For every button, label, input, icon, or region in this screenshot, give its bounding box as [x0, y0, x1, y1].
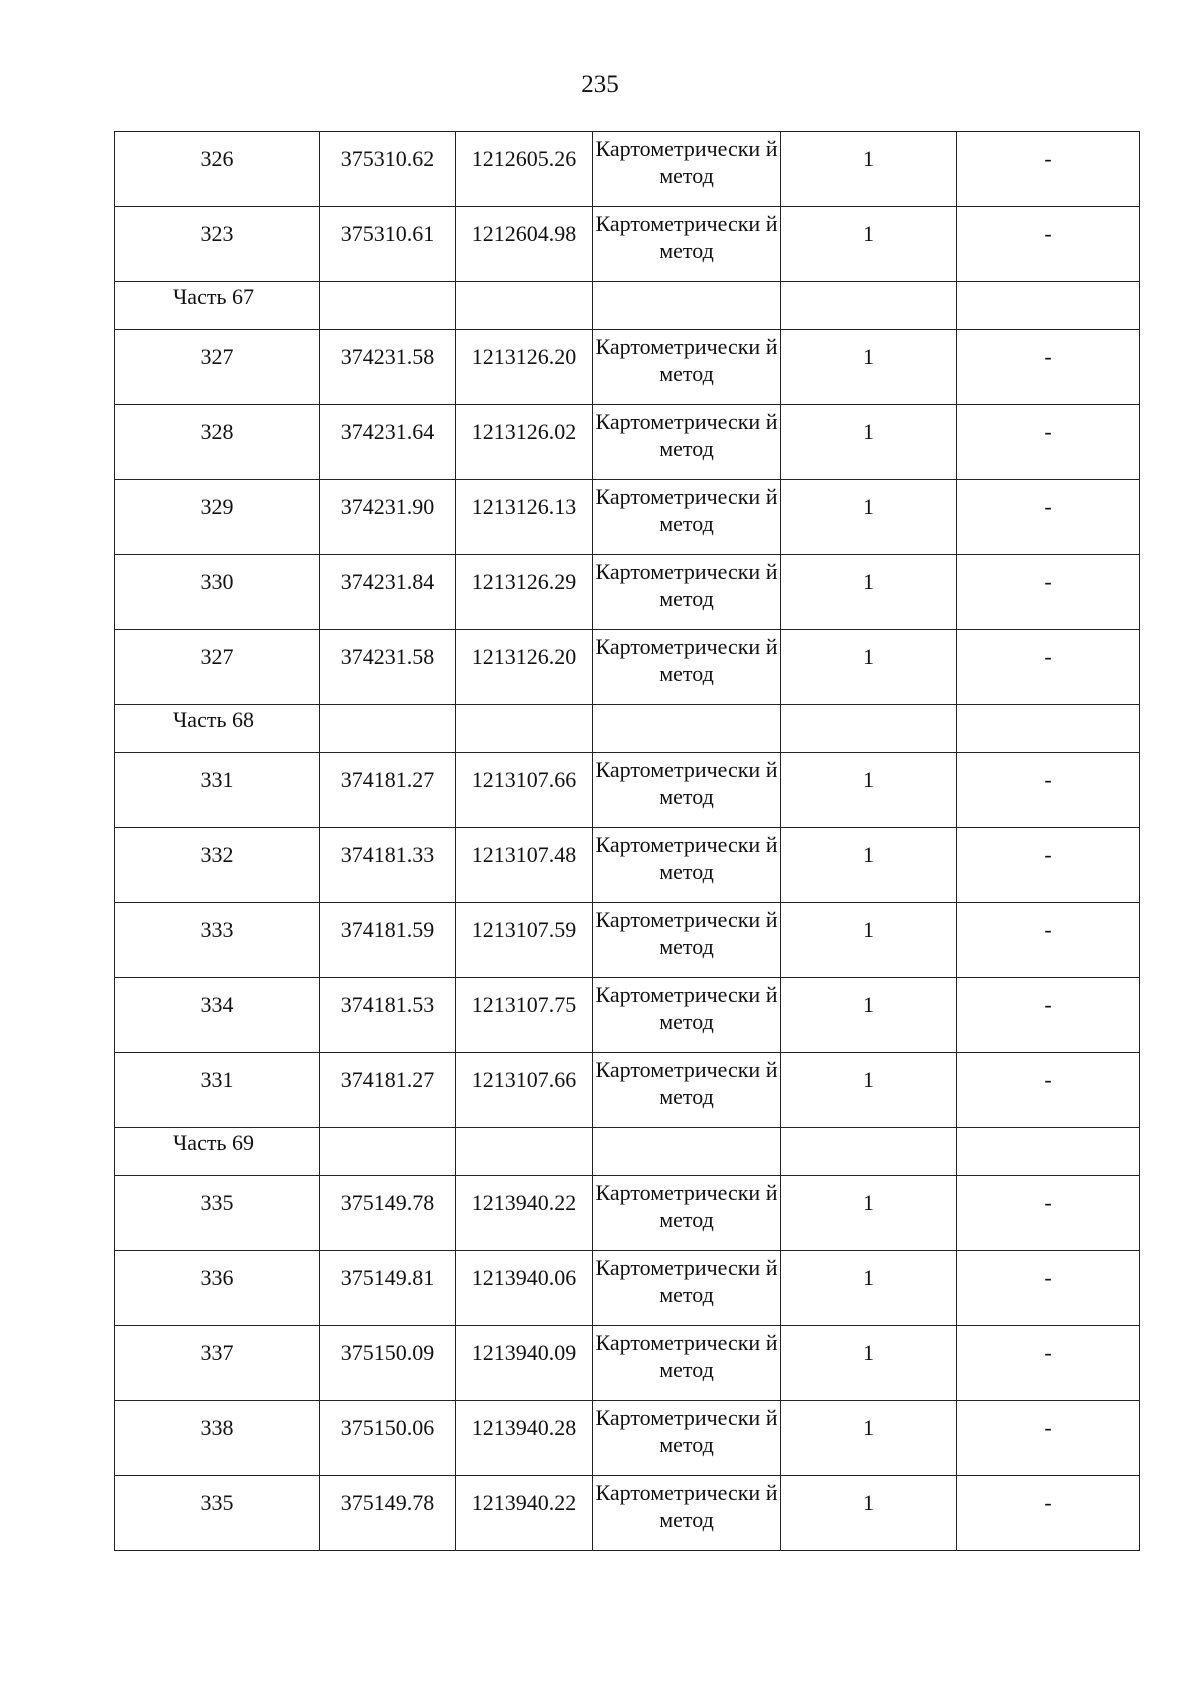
x-coordinate-cell	[320, 903, 456, 978]
accuracy-cell-text: 1	[863, 916, 874, 942]
accuracy-cell-text: 1	[863, 991, 874, 1017]
method-cell	[593, 1476, 781, 1551]
empty-cell	[593, 1128, 781, 1176]
empty-cell	[320, 282, 456, 330]
accuracy-cell-text: 1	[863, 766, 874, 792]
note-cell-text: -	[1044, 418, 1052, 444]
accuracy-cell-text: 1	[863, 1264, 874, 1290]
table-row	[115, 1053, 1140, 1128]
note-cell	[957, 1326, 1140, 1401]
accuracy-cell-text: 1	[863, 418, 874, 444]
note-cell	[957, 1053, 1140, 1128]
accuracy-cell	[781, 630, 957, 705]
note-cell-text: -	[1044, 766, 1052, 792]
point-number-cell-text: 323	[200, 220, 234, 246]
note-cell	[957, 978, 1140, 1053]
y-coordinate-cell	[456, 753, 593, 828]
accuracy-cell-text: 1	[863, 643, 874, 669]
method-cell	[593, 753, 781, 828]
y-coordinate-cell	[456, 1326, 593, 1401]
x-coordinate-cell	[320, 1053, 456, 1128]
method-cell	[593, 555, 781, 630]
method-cell-text: Картометрически й метод	[595, 1255, 778, 1307]
method-cell-text: Картометрически й метод	[595, 484, 778, 536]
x-coordinate-cell	[320, 1326, 456, 1401]
table-row	[115, 753, 1140, 828]
method-cell-text: Картометрически й метод	[595, 1180, 778, 1232]
empty-cell	[957, 705, 1140, 753]
x-coordinate-cell	[320, 330, 456, 405]
y-coordinate-cell-text: 1213107.75	[471, 991, 577, 1017]
part-label: Часть 68	[115, 705, 320, 753]
accuracy-cell	[781, 132, 957, 207]
y-coordinate-cell-text: 1213940.28	[471, 1414, 577, 1440]
accuracy-cell	[781, 330, 957, 405]
table-row	[115, 405, 1140, 480]
method-cell	[593, 1326, 781, 1401]
x-coordinate-cell	[320, 1401, 456, 1476]
x-coordinate-cell-text: 374231.84	[340, 568, 435, 594]
y-coordinate-cell	[456, 207, 593, 282]
y-coordinate-cell	[456, 1401, 593, 1476]
x-coordinate-cell-text: 374181.27	[340, 766, 435, 792]
point-number-cell	[115, 330, 320, 405]
table-row	[115, 978, 1140, 1053]
table-row	[115, 555, 1140, 630]
note-cell	[957, 1176, 1140, 1251]
point-number-cell	[115, 207, 320, 282]
table-body	[115, 132, 1140, 1551]
empty-cell	[320, 1128, 456, 1176]
note-cell	[957, 828, 1140, 903]
x-coordinate-cell	[320, 828, 456, 903]
y-coordinate-cell	[456, 555, 593, 630]
point-number-cell	[115, 630, 320, 705]
table-row	[115, 630, 1140, 705]
table-row	[115, 132, 1140, 207]
accuracy-cell-text: 1	[863, 568, 874, 594]
part-header-row	[115, 282, 1140, 330]
method-cell	[593, 480, 781, 555]
table-row	[115, 903, 1140, 978]
x-coordinate-cell	[320, 630, 456, 705]
accuracy-cell	[781, 1401, 957, 1476]
note-cell-text: -	[1044, 343, 1052, 369]
accuracy-cell	[781, 207, 957, 282]
y-coordinate-cell	[456, 1251, 593, 1326]
note-cell	[957, 480, 1140, 555]
y-coordinate-cell-text: 1213107.59	[471, 916, 577, 942]
note-cell-text: -	[1044, 493, 1052, 519]
empty-cell	[781, 282, 957, 330]
point-number-cell	[115, 1053, 320, 1128]
note-cell	[957, 207, 1140, 282]
point-number-cell-text: 328	[200, 418, 234, 444]
accuracy-cell	[781, 753, 957, 828]
y-coordinate-cell-text: 1213107.66	[471, 1066, 577, 1092]
x-coordinate-cell-text: 375310.61	[340, 220, 435, 246]
note-cell	[957, 1401, 1140, 1476]
x-coordinate-cell	[320, 978, 456, 1053]
x-coordinate-cell-text: 374181.33	[340, 841, 435, 867]
accuracy-cell	[781, 903, 957, 978]
empty-cell	[456, 282, 593, 330]
note-cell-text: -	[1044, 1339, 1052, 1365]
method-cell-text: Картометрически й метод	[595, 634, 778, 686]
table-row	[115, 1476, 1140, 1551]
x-coordinate-cell-text: 374181.27	[340, 1066, 435, 1092]
method-cell-text: Картометрически й метод	[595, 757, 778, 809]
y-coordinate-cell-text: 1213126.20	[471, 343, 577, 369]
note-cell-text: -	[1044, 1189, 1052, 1215]
x-coordinate-cell-text: 374231.64	[340, 418, 435, 444]
point-number-cell	[115, 978, 320, 1053]
note-cell	[957, 1251, 1140, 1326]
method-cell-text: Картометрически й метод	[595, 982, 778, 1034]
accuracy-cell	[781, 978, 957, 1053]
y-coordinate-cell-text: 1213126.20	[471, 643, 577, 669]
accuracy-cell	[781, 1251, 957, 1326]
method-cell	[593, 207, 781, 282]
point-number-cell	[115, 1251, 320, 1326]
empty-cell	[593, 282, 781, 330]
method-cell	[593, 405, 781, 480]
y-coordinate-cell-text: 1213940.22	[471, 1489, 577, 1515]
x-coordinate-cell	[320, 480, 456, 555]
part-header-row	[115, 1128, 1140, 1176]
accuracy-cell-text: 1	[863, 1489, 874, 1515]
table-row	[115, 480, 1140, 555]
point-number-cell-text: 329	[200, 493, 234, 519]
x-coordinate-cell	[320, 132, 456, 207]
y-coordinate-cell	[456, 480, 593, 555]
method-cell-text: Картометрически й метод	[595, 1480, 778, 1532]
table-row	[115, 330, 1140, 405]
table-row	[115, 828, 1140, 903]
accuracy-cell-text: 1	[863, 1066, 874, 1092]
y-coordinate-cell-text: 1213940.06	[471, 1264, 577, 1290]
method-cell-text: Картометрически й метод	[595, 1057, 778, 1109]
x-coordinate-cell	[320, 1476, 456, 1551]
y-coordinate-cell	[456, 978, 593, 1053]
accuracy-cell	[781, 405, 957, 480]
table-row	[115, 1251, 1140, 1326]
x-coordinate-cell	[320, 555, 456, 630]
x-coordinate-cell-text: 375150.09	[340, 1339, 435, 1365]
note-cell	[957, 405, 1140, 480]
accuracy-cell-text: 1	[863, 841, 874, 867]
empty-cell	[957, 1128, 1140, 1176]
y-coordinate-cell	[456, 1053, 593, 1128]
x-coordinate-cell-text: 374231.58	[340, 643, 435, 669]
method-cell	[593, 828, 781, 903]
method-cell-text: Картометрически й метод	[595, 136, 778, 188]
point-number-cell-text: 327	[200, 643, 234, 669]
accuracy-cell	[781, 480, 957, 555]
point-number-cell	[115, 1176, 320, 1251]
accuracy-cell	[781, 555, 957, 630]
x-coordinate-cell-text: 374231.58	[340, 343, 435, 369]
point-number-cell-text: 336	[200, 1264, 234, 1290]
y-coordinate-cell-text: 1213126.29	[471, 568, 577, 594]
empty-cell	[781, 705, 957, 753]
table-row	[115, 207, 1140, 282]
point-number-cell-text: 335	[200, 1489, 234, 1515]
x-coordinate-cell	[320, 753, 456, 828]
x-coordinate-cell-text: 375150.06	[340, 1414, 435, 1440]
point-number-cell-text: 331	[200, 1066, 234, 1092]
accuracy-cell-text: 1	[863, 1339, 874, 1365]
note-cell-text: -	[1044, 841, 1052, 867]
y-coordinate-cell	[456, 330, 593, 405]
accuracy-cell-text: 1	[863, 1414, 874, 1440]
method-cell	[593, 132, 781, 207]
x-coordinate-cell-text: 374181.59	[340, 916, 435, 942]
note-cell-text: -	[1044, 991, 1052, 1017]
method-cell	[593, 1053, 781, 1128]
part-label: Часть 69	[115, 1128, 320, 1176]
point-number-cell-text: 338	[200, 1414, 234, 1440]
note-cell	[957, 330, 1140, 405]
y-coordinate-cell	[456, 1176, 593, 1251]
method-cell-text: Картометрически й метод	[595, 334, 778, 386]
point-number-cell-text: 335	[200, 1189, 234, 1215]
point-number-cell-text: 327	[200, 343, 234, 369]
y-coordinate-cell	[456, 1476, 593, 1551]
empty-cell	[781, 1128, 957, 1176]
empty-cell	[957, 282, 1140, 330]
coordinates-table	[114, 131, 1140, 1551]
point-number-cell	[115, 753, 320, 828]
point-number-cell	[115, 903, 320, 978]
point-number-cell	[115, 1476, 320, 1551]
method-cell-text: Картометрически й метод	[595, 409, 778, 461]
y-coordinate-cell	[456, 828, 593, 903]
note-cell-text: -	[1044, 916, 1052, 942]
note-cell	[957, 1476, 1140, 1551]
table-row	[115, 1326, 1140, 1401]
accuracy-cell-text: 1	[863, 220, 874, 246]
note-cell	[957, 753, 1140, 828]
y-coordinate-cell-text: 1213940.22	[471, 1189, 577, 1215]
method-cell	[593, 330, 781, 405]
y-coordinate-cell-text: 1213126.13	[471, 493, 577, 519]
accuracy-cell	[781, 1053, 957, 1128]
part-header-row	[115, 705, 1140, 753]
point-number-cell-text: 337	[200, 1339, 234, 1365]
method-cell-text: Картометрически й метод	[595, 832, 778, 884]
note-cell	[957, 903, 1140, 978]
method-cell-text: Картометрически й метод	[595, 211, 778, 263]
accuracy-cell	[781, 1176, 957, 1251]
y-coordinate-cell	[456, 630, 593, 705]
method-cell-text: Картометрически й метод	[595, 1405, 778, 1457]
point-number-cell	[115, 828, 320, 903]
accuracy-cell-text: 1	[863, 1189, 874, 1215]
x-coordinate-cell-text: 374181.53	[340, 991, 435, 1017]
x-coordinate-cell-text: 375149.78	[340, 1189, 435, 1215]
note-cell-text: -	[1044, 145, 1052, 171]
x-coordinate-cell-text: 375310.62	[340, 145, 435, 171]
accuracy-cell-text: 1	[863, 145, 874, 171]
method-cell-text: Картометрически й метод	[595, 559, 778, 611]
table-row	[115, 1401, 1140, 1476]
page-number: 235	[581, 71, 619, 98]
point-number-cell	[115, 405, 320, 480]
x-coordinate-cell-text: 374231.90	[340, 493, 435, 519]
empty-cell	[456, 705, 593, 753]
note-cell-text: -	[1044, 568, 1052, 594]
note-cell-text: -	[1044, 1414, 1052, 1440]
note-cell-text: -	[1044, 1066, 1052, 1092]
method-cell	[593, 1176, 781, 1251]
point-number-cell	[115, 132, 320, 207]
y-coordinate-cell-text: 1213126.02	[471, 418, 577, 444]
y-coordinate-cell-text: 1212605.26	[471, 145, 577, 171]
method-cell-text: Картометрически й метод	[595, 1330, 778, 1382]
note-cell-text: -	[1044, 220, 1052, 246]
method-cell	[593, 903, 781, 978]
note-cell	[957, 555, 1140, 630]
y-coordinate-cell-text: 1213107.66	[471, 766, 577, 792]
x-coordinate-cell	[320, 1251, 456, 1326]
x-coordinate-cell-text: 375149.81	[340, 1264, 435, 1290]
point-number-cell-text: 326	[200, 145, 234, 171]
y-coordinate-cell	[456, 132, 593, 207]
y-coordinate-cell	[456, 903, 593, 978]
empty-cell	[320, 705, 456, 753]
accuracy-cell	[781, 1476, 957, 1551]
note-cell	[957, 630, 1140, 705]
x-coordinate-cell	[320, 207, 456, 282]
note-cell-text: -	[1044, 1489, 1052, 1515]
point-number-cell-text: 333	[200, 916, 234, 942]
method-cell	[593, 1251, 781, 1326]
empty-cell	[593, 705, 781, 753]
y-coordinate-cell-text: 1213940.09	[471, 1339, 577, 1365]
y-coordinate-cell-text: 1212604.98	[471, 220, 577, 246]
point-number-cell	[115, 1401, 320, 1476]
point-number-cell-text: 330	[200, 568, 234, 594]
point-number-cell	[115, 480, 320, 555]
point-number-cell	[115, 555, 320, 630]
part-label: Часть 67	[115, 282, 320, 330]
x-coordinate-cell	[320, 405, 456, 480]
x-coordinate-cell	[320, 1176, 456, 1251]
table-row	[115, 1176, 1140, 1251]
accuracy-cell-text: 1	[863, 493, 874, 519]
point-number-cell-text: 332	[200, 841, 234, 867]
method-cell-text: Картометрически й метод	[595, 907, 778, 959]
point-number-cell-text: 334	[200, 991, 234, 1017]
point-number-cell-text: 331	[200, 766, 234, 792]
point-number-cell	[115, 1326, 320, 1401]
y-coordinate-cell-text: 1213107.48	[471, 841, 577, 867]
accuracy-cell-text: 1	[863, 343, 874, 369]
accuracy-cell	[781, 1326, 957, 1401]
accuracy-cell	[781, 828, 957, 903]
empty-cell	[456, 1128, 593, 1176]
method-cell	[593, 1401, 781, 1476]
y-coordinate-cell	[456, 405, 593, 480]
method-cell	[593, 978, 781, 1053]
x-coordinate-cell-text: 375149.78	[340, 1489, 435, 1515]
method-cell	[593, 630, 781, 705]
note-cell	[957, 132, 1140, 207]
note-cell-text: -	[1044, 643, 1052, 669]
note-cell-text: -	[1044, 1264, 1052, 1290]
